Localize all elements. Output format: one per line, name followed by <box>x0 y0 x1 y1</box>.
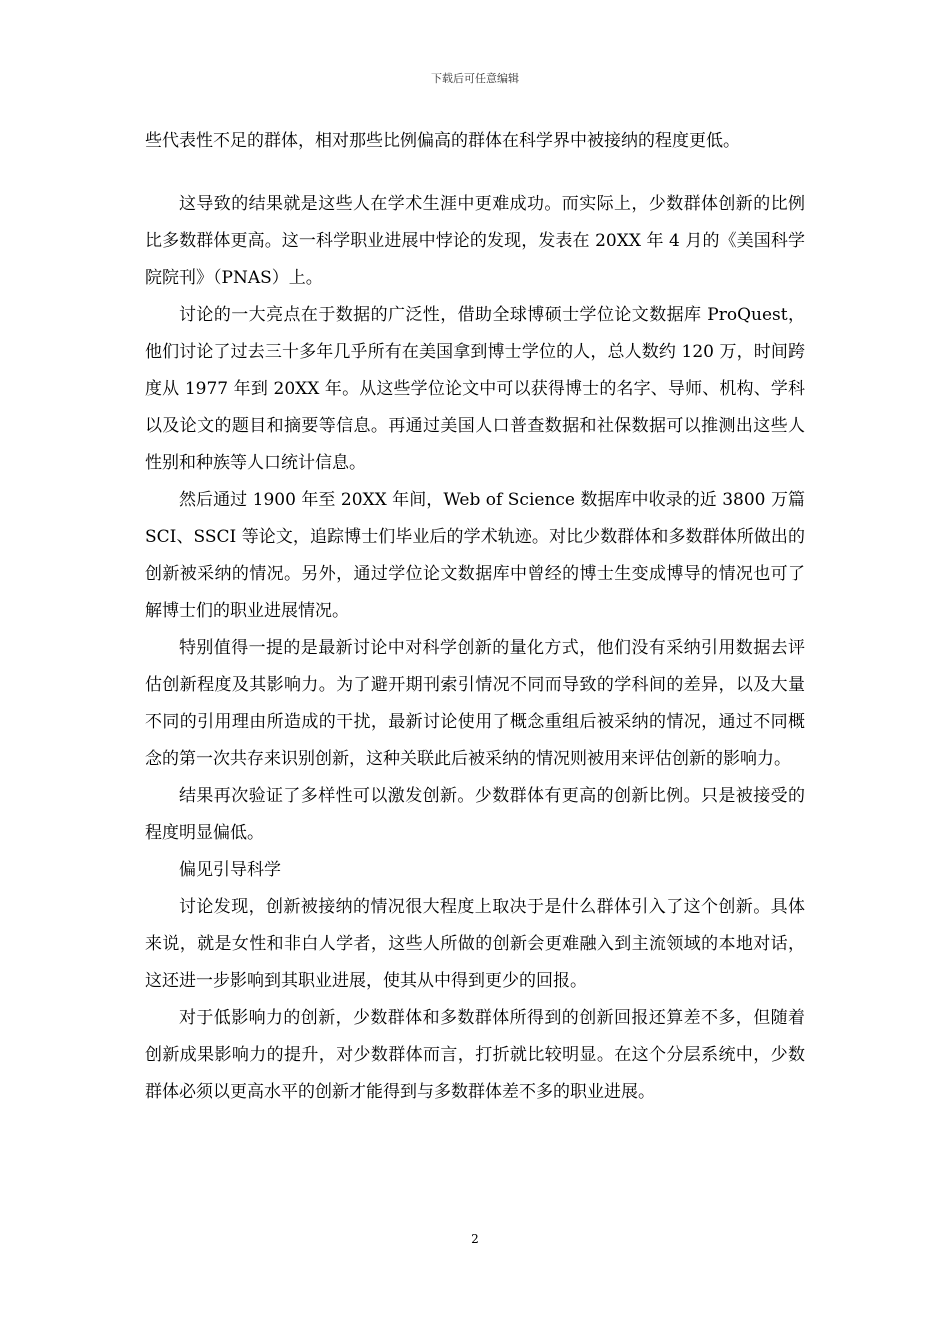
paragraph: 特别值得一提的是最新讨论中对科学创新的量化方式，他们没有采纳引用数据去评估创新程度及其影响力。为了避开期刊索引情况不同而导致的学科间的差异，以及大量不同的引用理由所造成的干扰，最新讨论使用了概念重组后被采纳的情况，通过不同概念的第一次共存来识别创新，这种关联此后被采纳的情况则被用来评估创新的影响力。 <box>145 638 805 769</box>
paragraph-continuation: 些代表性不足的群体，相对那些比例偏高的群体在科学界中被接纳的程度更低。 <box>145 131 740 151</box>
paragraph: 讨论的一大亮点在于数据的广泛性，借助全球博硕士学位论文数据库 ProQuest，他们讨论了过去三十多年几乎所有在美国拿到博士学位的人，总人数约 120 万，时间跨度从 1977 年到 20XX 年。从这些学位论文中可以获得博士的名字、导师、机构、学科以及论文的题目和摘要等信息。再通过美国人口普查数据和社保数据可以推测出这些人性别和种族等人口统计信息。 <box>145 305 805 473</box>
paragraph: 结果再次验证了多样性可以激发创新。少数群体有更高的创新比例。只是被接受的程度明显偏低。 <box>145 786 805 843</box>
document-body <box>145 123 805 1111</box>
paragraph: 对于低影响力的创新，少数群体和多数群体所得到的创新回报还算差不多，但随着创新成果影响力的提升，对少数群体而言，打折就比较明显。在这个分层系统中，少数群体必须以更高水平的创新才能得到与多数群体差不多的职业进展。 <box>145 1008 805 1102</box>
paragraph: 然后通过 1900 年至 20XX 年间，Web of Science 数据库中收录的近 3800 万篇 SCI、SSCI 等论文，追踪博士们毕业后的学术轨迹。对比少数群体和多数群体所做出的创新被采纳的情况。另外，通过学位论文数据库中曾经的博士生变成博导的情况也可了解博士们的职业进展情况。 <box>145 490 805 621</box>
paragraph: 这导致的结果就是这些人在学术生涯中更难成功。而实际上，少数群体创新的比例比多数群体更高。这一科学职业进展中悖论的发现，发表在 20XX 年 4 月的《美国科学院院刊》（PNAS）上。 <box>145 194 805 288</box>
page-number: 2 <box>471 1232 479 1246</box>
section-heading: 偏见引导科学 <box>179 860 281 880</box>
page-header: 下载后可任意编辑 <box>431 72 519 85</box>
paragraph: 讨论发现，创新被接纳的情况很大程度上取决于是什么群体引入了这个创新。具体来说，就是女性和非白人学者，这些人所做的创新会更难融入到主流领域的本地对话，这还进一步影响到其职业进展，使其从中得到更少的回报。 <box>145 897 805 991</box>
